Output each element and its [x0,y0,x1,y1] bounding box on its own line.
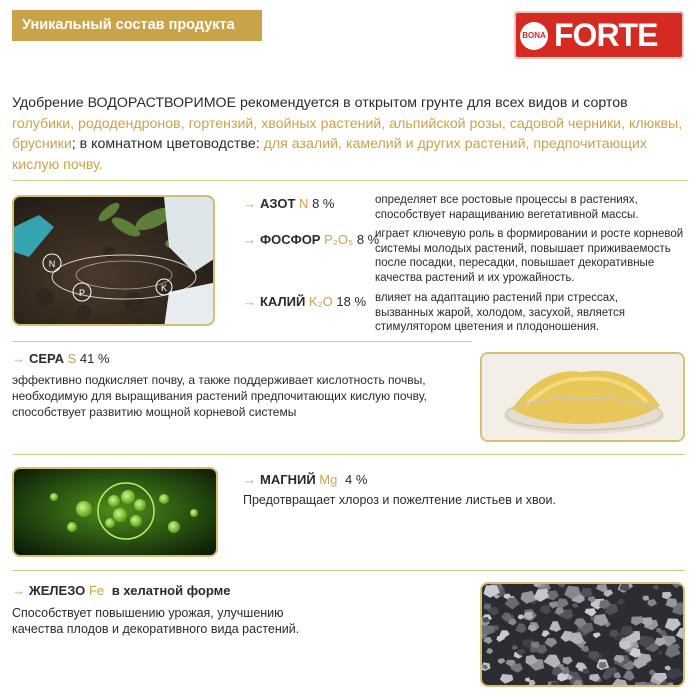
element-label: СЕРА [29,351,64,366]
element-phosphorus-desc: играет ключевую роль в формировании и росте корневой системы молодых растений, повышает приживаемость после посадки, пересадки, повышает декоративные качества растений и их урожайность. [375,228,684,284]
element-percent: 8 % [356,232,380,247]
intro-plants-list: голубики, рододендронов, гортензий, хвойных растений, альпийской розы, садовой черники, клюквы, брусники [12,115,683,152]
element-symbol: N [299,196,309,211]
element-percent: 8 % [312,196,335,211]
element-nitrogen-name [243,196,334,211]
section-title-tab: Уникальный состав продукта [12,10,262,41]
element-sulfur-desc: эффективно подкисляет почву, а также поддерживает кислотность почвы, необходимую для выращивания растений предпочитающих кислую почву, способствует развитию мощной корневой системы [12,373,427,419]
element-potassium-desc: влияет на адаптацию растений при стрессах, вызванных жарой, холодом, засухой, является стимулятором цветения и плодоношения. [375,292,625,333]
element-iron-desc: Способствует повышению урожая, улучшению качества плодов и декоративного вида растений. [12,606,300,636]
element-iron-name [12,583,231,598]
logo-forte-text: FORTE [554,17,658,53]
element-magnesium-desc: Предотвращает хлороз и пожелтение листьев и хвои. [243,493,556,507]
element-iron-suffix: в хелатной форме [111,583,231,598]
sulfur-photo-drawing [482,354,685,442]
arrow-icon: → [243,232,256,247]
soil-label-n: N [48,259,56,269]
soil-label-k: K [160,283,168,293]
element-sulfur-name [12,351,110,366]
element-label: АЗОТ [260,196,296,211]
element-percent: 41 % [79,351,110,366]
element-label: КАЛИЙ [260,294,306,309]
element-magnesium-name [243,472,367,487]
arrow-icon: → [243,196,256,211]
intro-indoor-list: для азалий, камелий и других растений, предпочитающих кислую почву. [12,136,647,173]
element-potassium-name [243,294,366,309]
element-phosphorus-name [243,232,379,247]
divider [12,454,685,455]
element-symbol: Fe [88,583,105,598]
arrow-icon: → [12,351,25,366]
element-label: ФОСФОР [260,232,321,247]
iron-granule [667,682,673,687]
magnesium-photo-drawing [14,469,218,557]
soil-photo-drawing [14,197,215,326]
element-symbol: K₂O [308,294,333,309]
intro-paragraph [12,93,692,175]
iron-photo-drawing [482,584,685,687]
element-symbol: P₂O₅ [324,232,354,247]
arrow-icon: → [243,472,256,487]
iron-granules-photo [480,582,685,687]
element-label: ЖЕЛЕЗО [29,583,86,598]
element-nitrogen-desc: определяет все ростовые процессы в растениях, способствует наращиванию вегетативной массы. [375,194,639,221]
arrow-icon: → [243,294,256,309]
intro-part-1: Удобрение ВОДОРАСТВОРИМОЕ рекомендуется в открытом грунте для всех видов и сортов [12,95,628,111]
bona-forte-logo [514,11,684,59]
element-symbol: Mg [319,472,338,487]
divider [12,570,685,571]
divider [12,180,688,181]
element-label: МАГНИЙ [260,472,316,487]
element-symbol: S [67,351,77,366]
soil-hands-photo [12,195,215,326]
iron-granule [570,685,578,687]
divider [12,341,472,342]
arrow-icon: → [12,583,25,598]
element-percent: 18 % [336,294,367,309]
intro-part-3: ; в комнатном цветоводстве: [71,136,264,152]
magnesium-cells-photo [12,467,218,557]
sulfur-powder-photo [480,352,685,442]
soil-label-p: P [78,288,86,298]
element-percent: 4 % [344,472,368,487]
logo-bona-badge: BONA [520,22,548,50]
